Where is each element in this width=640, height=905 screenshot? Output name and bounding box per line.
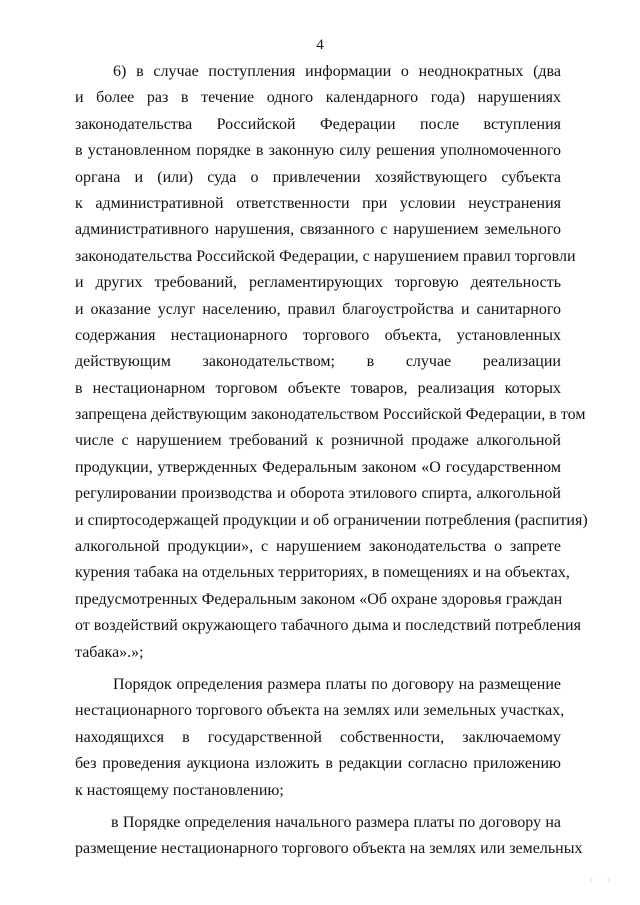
text-line: от воздействий окружающего табачного дыма и последствий потребления (75, 617, 581, 635)
text-line: без проведения аукциона изложить в редакции согласно приложению (75, 755, 561, 773)
text-line: в нестационарном торговом объекте товаров, реализация которых (75, 379, 561, 397)
text-line: органа и (или) суда о привлечении хозяйствующего субъекта (75, 168, 561, 186)
scan-noise-mark: · ˙ · (590, 876, 612, 885)
text-line: курения табака на отдельных территориях, в помещениях и на объектах, (75, 564, 570, 582)
text-line: запрещена действующим законодательством Российской Федерации, в том (75, 406, 586, 424)
text-line: к настоящему постановлению; (75, 781, 284, 799)
text-line: к административной ответственности при условии неустранения (75, 194, 561, 212)
paragraph-initial-fee-procedure (75, 810, 583, 863)
text-line: законодательства Российской Федерации, с нарушением правил торговли (75, 247, 576, 265)
text-line: и других требований, регламентирующих торговую деятельность (75, 274, 561, 292)
text-line: и оказание услуг населению, правил благоустройства и санитарного (75, 300, 561, 318)
text-line: табака».»; (75, 643, 144, 661)
text-line: находящихся в государственной собственности, заключаемому (75, 728, 561, 746)
page-number: 4 (316, 37, 324, 53)
text-line: Порядок определения размера платы по договору на размещение (113, 675, 561, 693)
text-line: 6) в случае поступления информации о неоднократных (два (113, 63, 561, 80)
text-line: размещение нестационарного торгового объекта на землях или земельных (75, 840, 583, 858)
text-line: продукции, утвержденных Федеральным законом «О государственном (75, 458, 561, 476)
text-line: в Порядке определения начального размера платы по договору на (111, 813, 561, 831)
paragraph-item-6 (75, 59, 588, 666)
text-line: административного нарушения, связанного с нарушением земельного (75, 221, 561, 239)
text-line: алкогольной продукции», с нарушением законодательства о запрете (75, 538, 561, 556)
text-line: предусмотренных Федеральным законом «Об охране здоровья граждан (75, 590, 563, 608)
text-line: нестационарного торгового объекта на землях или земельных участках, (75, 702, 565, 720)
text-line: регулировании производства и оборота этилового спирта, алкогольной (75, 485, 561, 503)
text-line: в установленном порядке в законную силу решения уполномоченного (75, 142, 561, 160)
text-line: содержания нестационарного торгового объекта, установленных (75, 326, 561, 344)
document-body (75, 59, 588, 863)
paragraph-fee-procedure (75, 672, 565, 804)
text-line: законодательства Российской Федерации после вступления (75, 115, 561, 133)
text-line: и спиртосодержащей продукции и об ограничении потребления (распития) (75, 511, 588, 529)
text-line: действующим законодательством; в случае реализации (75, 353, 561, 371)
text-line: числе с нарушением требований к розничной продаже алкогольной (75, 432, 561, 450)
text-line: и более раз в течение одного календарного года) нарушениях (75, 89, 561, 107)
